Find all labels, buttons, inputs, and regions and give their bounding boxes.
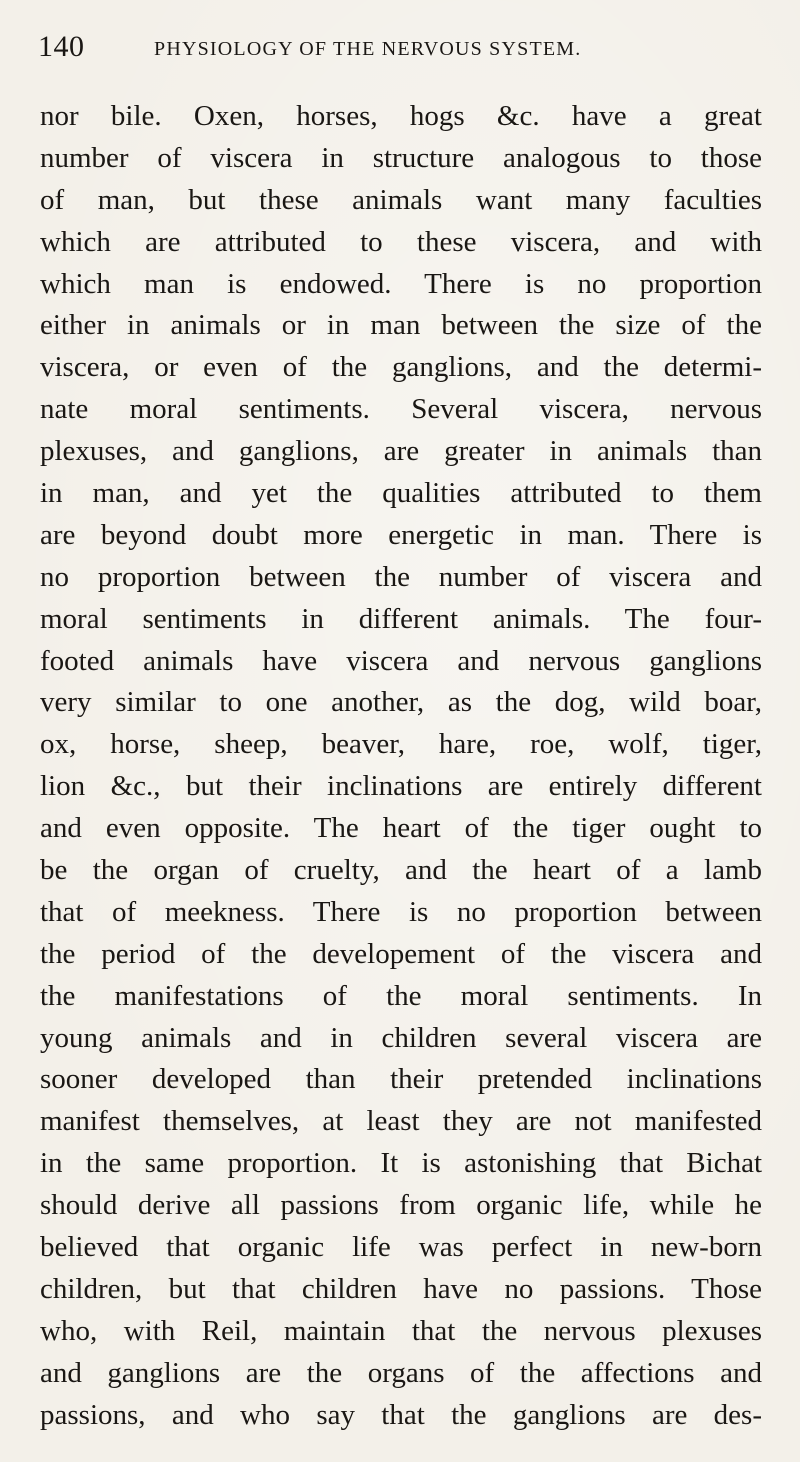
text-line: of man, but these animals want many faculties [40,183,762,216]
text-line: be the organ of cruelty, and the heart of a lamb [40,854,762,887]
text-line: passions, and who say that the ganglions are des- [40,1398,762,1431]
text-line: the manifestations of the moral sentiments. In [40,979,762,1012]
text-line: children, but that children have no passions. Those [40,1272,762,1305]
text-line: who, with Reil, maintain that the nervous plexuses [40,1314,762,1347]
page-number: 140 [38,30,85,63]
text-line: nor bile. Oxen, horses, hogs &c. have a great [40,100,762,132]
text-line: nate moral sentiments. Several viscera, nervous [40,393,762,426]
text-line: the period of the developement of the viscera and [40,937,762,970]
text-line: either in animals or in man between the size of the [40,309,762,342]
text-line: moral sentiments in different animals. The four- [40,602,762,635]
text-line: believed that organic life was perfect in new-born [40,1231,762,1264]
text-line: should derive all passions from organic life, while he [40,1189,762,1222]
text-line: in man, and yet the qualities attributed to them [40,477,762,510]
text-line: lion &c., but their inclinations are entirely different [40,770,762,803]
text-line: ox, horse, sheep, beaver, hare, roe, wolf, tiger, [40,728,762,761]
text-line: manifest themselves, at least they are not manifested [40,1105,762,1138]
text-line: and even opposite. The heart of the tiger ought to [40,812,762,845]
text-line: footed animals have viscera and nervous ganglions [40,644,762,677]
text-line: no proportion between the number of viscera and [40,560,762,593]
running-head [38,30,778,70]
text-line: number of viscera in structure analogous to those [40,141,762,174]
text-line: viscera, or even of the ganglions, and the determi- [40,351,762,384]
text-line: which man is endowed. There is no proportion [40,267,762,300]
text-line: young animals and in children several viscera are [40,1021,762,1054]
body-text [40,96,762,1437]
text-line: are beyond doubt more energetic in man. There is [40,518,762,551]
text-line: and ganglions are the organs of the affections and [40,1356,762,1389]
text-line: that of meekness. There is no proportion between [40,895,762,928]
running-head-title: PHYSIOLOGY OF THE NERVOUS SYSTEM. [154,38,582,60]
text-line: in the same proportion. It is astonishing that Bichat [40,1147,762,1180]
text-line: sooner developed than their pretended inclinations [40,1063,762,1096]
text-line: which are attributed to these viscera, and with [40,225,762,258]
text-line: very similar to one another, as the dog, wild boar, [40,686,762,719]
text-line: plexuses, and ganglions, are greater in animals than [40,435,762,468]
